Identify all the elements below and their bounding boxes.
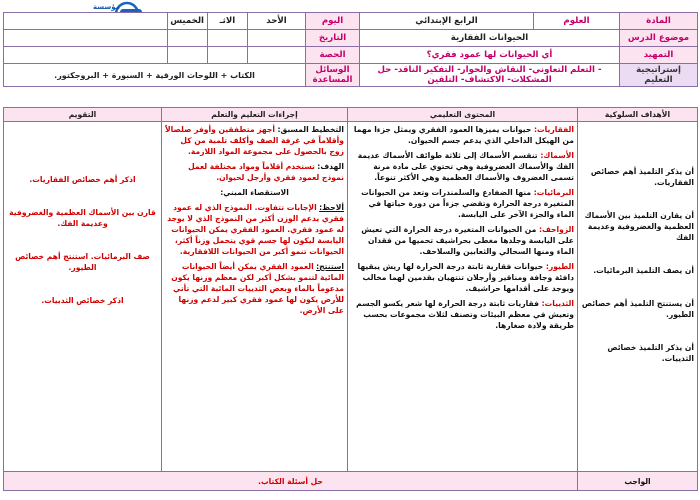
col-procedures: إجراءات التعليم والتعلم: [162, 108, 348, 122]
content-item: الفقاريات: حيوانات يميزها العمود الفقري ويمثل جزءا مهما من الهيكل الداخلي الذي يدعم جسم الحيوان.: [353, 125, 574, 145]
homework-text: حل أسئلة الكتاب.: [4, 472, 578, 491]
homework-label: الواجب: [578, 472, 698, 491]
objective-item: أن يذكر التلميذ أهم خصائص الفقاريات.: [590, 167, 694, 187]
content-item: الطيور: حيوانات فقارية ثابتة درجة الحرارة لها ريش يبقيها دافئة وجافة ومناقير وأرجلان تنتهيان بقدمين لهما مخالب ويوجد على أقدامها حراشيف.: [357, 262, 574, 293]
conclude-text: العمود الفقري يمكن أيضاً الحيوانات المائية لتنمو بشكل أكبر لكن معظم وزنها يكون مدعوماً بالماء وبعض الثدييات المائية التي تأتي للأرض يكون لها عمود فقري كبير لدعم وزنها على الأرض.: [171, 262, 344, 315]
label-intro: التمهيد: [620, 47, 698, 64]
plan-label: التخطيط المسبق:: [277, 125, 344, 134]
col-objectives: الأهداف السلوكية: [578, 108, 698, 122]
strategy-value: - التعلم التعاوني- النقاش والحوار- التفكير الناقد- حل المشكلات- الاكتشاف- التلقين: [360, 64, 620, 87]
topic-value: الحيوانات الفقارية: [360, 30, 620, 47]
goal-text: تستخدم أقلاماً ومواد مختلفة لعمل نموذج لعمود فقري وأرجل لحيوان.: [188, 162, 344, 182]
conclude-label: استنتج:: [316, 262, 344, 271]
objective-item: أن يصف التلميذ البرمائيات.: [593, 266, 694, 275]
day-value: الأحد: [248, 13, 306, 30]
label-date: التاريخ: [306, 30, 360, 47]
label-aids: الوسائل المساعدة: [306, 64, 360, 87]
content-item: الزواحف: من الحيوانات المتغيرة درجة الحرارة التي تعيش على اليابسة وجلدها مغطى بحراشيف تحميها من فقدان الماء ومنها السحالي والثعابين والسلاحف.: [361, 225, 574, 256]
label-strategy: إستراتيجية التعليم: [620, 64, 698, 87]
evaluation-cell: [4, 122, 162, 472]
content-item: الأسماك: تنقسم الأسماك إلى ثلاثة طوائف الأسماك عديمة الفك والأسماك الغضروفية وهي تحتوي على مادة مرنة تسمى الغضروف والأسماك العظمية وهي الأكثر تنوعاً.: [357, 151, 574, 182]
label-topic: موضوع الدرس: [620, 30, 698, 47]
grade-value: الرابع الإبتدائي: [360, 13, 534, 30]
evaluation-item: اذكر خصائص الثدييات.: [41, 296, 124, 305]
observe-text: الإجابات تتفاوت. النموذج الذي له عمود فقري يدعم الوزن أكثر من النموذج الذي لا يوجد له عمود فقري. العمود الفقري يمكن الحيوانات اليابسة ليكون لها جسم قوي يتحمل وزناً أكثر، الحيوانات تنمو أكبر من الحيوانات اللافقارية.: [167, 203, 344, 256]
evaluation-item: اذكر أهم خصائص الفقاريات.: [29, 175, 136, 184]
plan-text: أجهز متطفقين وأوفر صلصالاً وأقلاماً في غرفة الصف وأكلف تلمية من كل زوج بالحصول على مجموعة المواد اللازمة.: [165, 125, 344, 156]
logo-subtitle: مؤسسة: [93, 3, 120, 11]
procedures-cell: [162, 122, 348, 472]
day-value-3: الخميس: [168, 13, 208, 30]
objective-item: أن يستنتج التلميذ أهم خصائص الطيور.: [581, 299, 694, 319]
intro-value: أي الحيوانات لها عمود فقري؟: [360, 47, 620, 64]
goal-label: الهدف:: [317, 162, 344, 171]
content-cell: [348, 122, 578, 472]
content-item: البرمائيات: منها الضفادع والسلمندرات وتعد من الحيوانات المتغيرة درجة الحرارة وتقضي جزءاً من دورة حياتها في الماء والجزء الآخر على اليابسة.: [361, 188, 574, 219]
aids-value: الكتاب + اللوحات الورقية + السبورة + البروجكتور.: [4, 64, 306, 87]
label-day: اليوم: [306, 13, 360, 30]
evaluation-item: صف البرمائيات. استنتج أهم خصائص الطيور.: [15, 252, 150, 272]
label-period: الحصة: [306, 47, 360, 64]
day-value-2: الاثـ: [208, 13, 248, 30]
subject-value: العلوم: [534, 13, 620, 30]
col-evaluation: التقويم: [4, 108, 162, 122]
lesson-table: [3, 107, 698, 491]
inquiry-title: الاستقصاء المبني:: [220, 188, 289, 197]
objective-item: أن يقارن التلميذ بين الأسماك العظمية والغضروفية وعديمة الفك: [584, 211, 694, 242]
col-content: المحتوى التعليمي: [348, 108, 578, 122]
evaluation-item: قارن بين الأسماك العظمية والغضروفية وعديمة الفك.: [9, 208, 156, 228]
objective-item: أن يذكر التلميذ خصائص الثدييات.: [607, 343, 694, 363]
objectives-cell: [578, 122, 698, 472]
header-table: [3, 12, 698, 87]
label-subject: المادة: [620, 13, 698, 30]
content-item: الثدييات: فقاريات ثابتة درجة الحرارة لها شعر يكسو الجسم وتعيش في معظم البيئات وتصنف لثلاث مجموعات بحسب طريقة ولادة صغارها.: [356, 299, 574, 330]
observe-label: ألاحظ:: [319, 203, 344, 212]
